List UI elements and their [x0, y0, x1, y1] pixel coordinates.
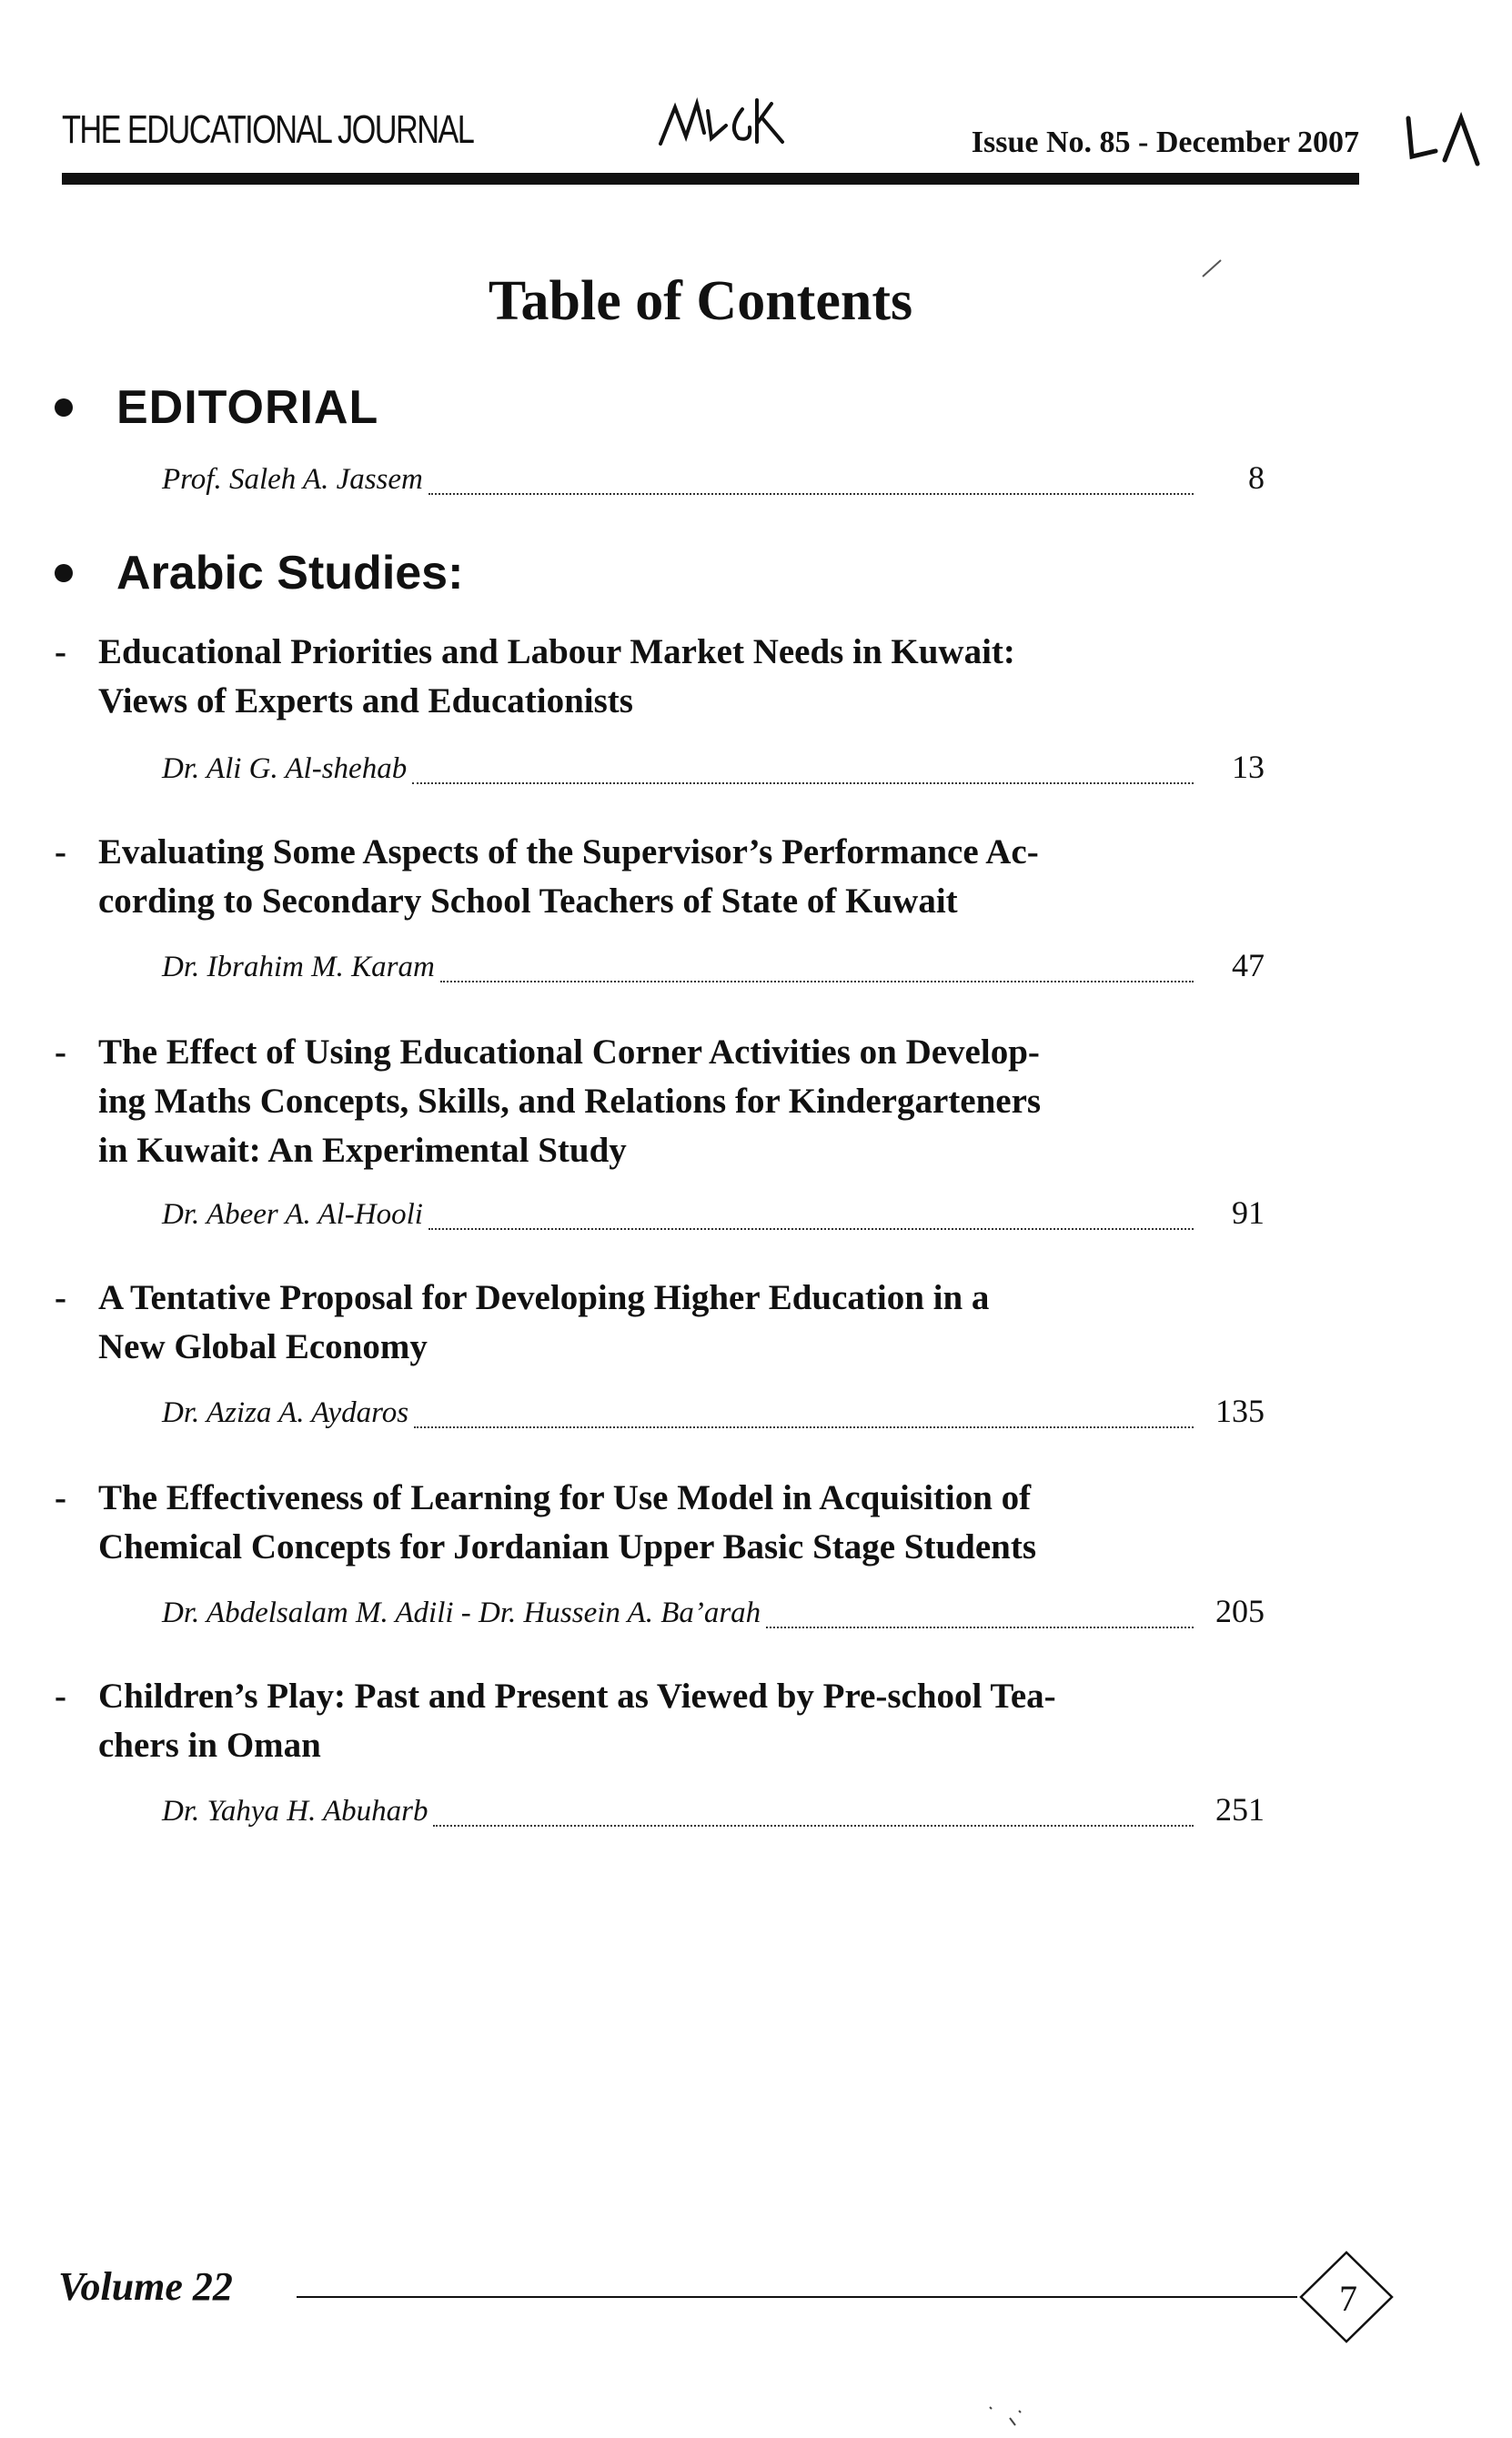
volume-label: Volume 22: [58, 2264, 233, 2309]
page-number: 251: [1215, 1791, 1265, 1828]
title-line: A Tentative Proposal for Developing Higher Education in a: [98, 1278, 990, 1317]
header-rule: [62, 173, 1359, 185]
title-line: Evaluating Some Aspects of the Supervisor’s Performance Ac-: [98, 832, 1039, 871]
page-number-badge: [1292, 2247, 1401, 2347]
page-title: Table of Contents: [488, 270, 913, 332]
toc-entry-title: [55, 1028, 1201, 1175]
toc-entry-author-row: [162, 946, 1265, 992]
section-heading-label: EDITORIAL: [116, 381, 379, 434]
dot-leader: [433, 1824, 1194, 1827]
footer-rule: [297, 2296, 1297, 2298]
title-line: The Effectiveness of Learning for Use Model in Acquisition of: [98, 1478, 1032, 1517]
title-line: ing Maths Concepts, Skills, and Relations for Kindergarteners: [98, 1082, 1042, 1121]
page-number: 91: [1232, 1194, 1265, 1231]
dash-marker: -: [55, 632, 66, 671]
page-number: 135: [1215, 1393, 1265, 1429]
author-name: Dr. Abdelsalam M. Adili - Dr. Hussein A. Ba’arah: [162, 1597, 761, 1629]
author-name: Dr. Aziza A. Aydaros: [162, 1396, 409, 1429]
dot-leader: [428, 492, 1194, 495]
title-line: Views of Experts and Educationists: [98, 681, 633, 720]
title-line: chers in Oman: [98, 1726, 321, 1765]
title-line: New Global Economy: [98, 1327, 428, 1366]
author-name: Dr. Ibrahim M. Karam: [162, 951, 435, 983]
page-number: 8: [1248, 459, 1265, 496]
dot-leader: [428, 1227, 1194, 1230]
toc-entry-title: [55, 1474, 1201, 1572]
scan-speck: [983, 2402, 1037, 2429]
title-line: in Kuwait: An Experimental Study: [98, 1131, 627, 1170]
title-line: The Effect of Using Educational Corner Activities on Develop-: [98, 1033, 1040, 1072]
author-name: Dr. Abeer A. Al-Hooli: [162, 1198, 423, 1231]
toc-entry-title: [55, 1672, 1201, 1770]
dot-leader: [414, 1426, 1194, 1428]
dot-leader: [766, 1626, 1194, 1628]
journal-name: THE EDUCATIONAL JOURNAL: [62, 107, 474, 152]
toc-entry-author-row: [162, 1392, 1265, 1437]
page-number: 205: [1215, 1593, 1265, 1629]
toc-entry-title: [55, 828, 1201, 926]
title-line: cording to Secondary School Teachers of State of Kuwait: [98, 882, 958, 921]
title-line: Children’s Play: Past and Present as Viewed by Pre-school Tea-: [98, 1677, 1056, 1716]
dash-marker: -: [55, 1278, 66, 1317]
section-heading-editorial: [55, 380, 378, 435]
page-number: 47: [1232, 947, 1265, 983]
bullet-icon: [55, 398, 73, 417]
issue-info: Issue No. 85 - December 2007: [971, 126, 1359, 159]
toc-entry-author-row: [162, 1790, 1265, 1836]
handwritten-annotation-right: [1401, 106, 1492, 178]
page-number: 13: [1232, 749, 1265, 785]
bullet-icon: [55, 564, 73, 582]
toc-entry-author-row: [162, 1592, 1265, 1637]
page-number-badge-text: 7: [1339, 2278, 1357, 2319]
author-name: Dr. Yahya H. Abuharb: [162, 1795, 428, 1828]
dot-leader: [412, 781, 1194, 784]
toc-entry-author-row: [162, 458, 1265, 504]
dash-marker: -: [55, 1033, 66, 1072]
handwritten-annotation-center: [655, 91, 810, 155]
toc-entry-author-row: [162, 748, 1265, 793]
dash-marker: -: [55, 832, 66, 871]
toc-entry-title: [55, 628, 1201, 726]
dash-marker: -: [55, 1677, 66, 1716]
author-name: Dr. Ali G. Al-shehab: [162, 752, 408, 785]
title-line: Educational Priorities and Labour Market Needs in Kuwait:: [98, 632, 1015, 671]
section-heading-label: Arabic Studies:: [116, 547, 464, 599]
toc-entry-author-row: [162, 1194, 1265, 1239]
toc-entry-title: [55, 1274, 1201, 1372]
author-name: Prof. Saleh A. Jassem: [162, 463, 423, 496]
section-heading-arabic-studies: [55, 546, 463, 600]
title-line: Chemical Concepts for Jordanian Upper Basic Stage Students: [98, 1527, 1037, 1567]
dash-marker: -: [55, 1478, 66, 1517]
dot-leader: [440, 980, 1194, 982]
page-footer: [58, 2247, 1357, 2338]
